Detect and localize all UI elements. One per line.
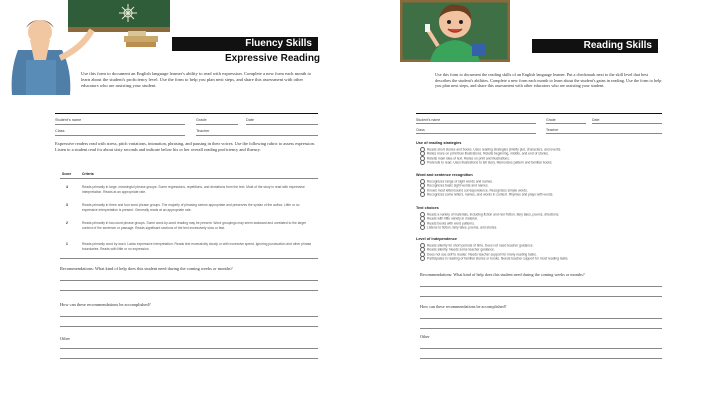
left-page bbox=[0, 0, 340, 414]
grade-label: Grade bbox=[546, 118, 556, 122]
checklist-item-label: Listens to fiction, fairy tales, poems, and stories. bbox=[427, 225, 498, 230]
date-field[interactable] bbox=[592, 123, 662, 124]
student-name-field[interactable] bbox=[55, 124, 185, 125]
checklist-item-label: Recognizes some letters, names, and words in context. Rhymes and plays with words. bbox=[427, 192, 554, 197]
checklist-item-label: Relies more on print than illustrations. Retells beginning, middle, and end of stories. bbox=[427, 151, 549, 156]
header-rule bbox=[55, 113, 318, 114]
answer-line[interactable] bbox=[60, 348, 318, 349]
answer-line[interactable] bbox=[420, 318, 662, 319]
checkbox[interactable] bbox=[420, 192, 425, 197]
rubric-criteria: Reads primarily in two-word phrase groups. Some word-by-word reading may be present. Word groupings may seem awkward and unrelated to the larger context of the sentence or passage. Reads significant sections of the text excessively slow or fast. bbox=[82, 221, 307, 230]
answer-line[interactable] bbox=[60, 280, 318, 281]
teacher-field[interactable] bbox=[546, 133, 662, 134]
checklist-item-label: Knows most letter/sound correspondence. Recognizes simple words. bbox=[427, 188, 528, 193]
page-subtitle: Expressive Reading bbox=[225, 53, 321, 64]
checklist-item-label: Reads short stories and books. Uses reading strategies (briefly plot, characters, and events. bbox=[427, 146, 562, 151]
checklist-item bbox=[420, 225, 660, 230]
checklist-item-label: Participates in reading of familiar stories or books. Needs teacher support for most reading tasks. bbox=[427, 256, 569, 261]
section-title: Word and sentence recognition bbox=[416, 173, 473, 177]
date-field[interactable] bbox=[246, 124, 318, 125]
student-name-label: Student's name bbox=[55, 118, 82, 122]
checkbox[interactable] bbox=[420, 225, 425, 230]
criteria-header: Criteria bbox=[82, 172, 94, 176]
rubric-criteria: Reads primarily word by word. Lacks expressive interpretation. Reads text excessively slowly or with excessive speed, ignoring punctuation and other phrase boundaries. Reads with little or no expression. bbox=[82, 242, 312, 251]
rubric-score: 3 bbox=[66, 203, 68, 207]
teacher-label: Teacher bbox=[196, 129, 210, 133]
teacher-label: Teacher bbox=[546, 128, 559, 132]
recommendations-question: Recommendations: What kind of help does this student need during the coming weeks or months? bbox=[420, 272, 585, 277]
section-title: Level of independence bbox=[416, 237, 457, 241]
checkbox[interactable] bbox=[420, 160, 425, 165]
rubric-criteria: Reads primarily in large, meaningful phrase groups. Some regressions, repetitions, and deviations from the text. Most of the story is read with expressive interpretation. Reads at an appropriate rate. bbox=[82, 185, 305, 194]
grade-field[interactable] bbox=[196, 124, 238, 125]
class-field[interactable] bbox=[55, 135, 185, 136]
rubric-criteria: Reads primarily in three and four word phrase groups. The majority of phrasing seems appropriate and preserves the syntax of the author. Little or no expressive interpretation is present. Generally reads at an appropriate rate. bbox=[82, 203, 300, 212]
student-chalkboard-illustration bbox=[400, 0, 510, 62]
rubric-score: 4 bbox=[66, 185, 68, 189]
checklist-item-label: Retells main idea of text. Relies on print and illustrations. bbox=[427, 156, 510, 161]
checklist-item bbox=[420, 160, 660, 165]
recommendations-question: Recommendations: What kind of help does this student need during the coming weeks or months? bbox=[60, 266, 233, 271]
rubric-score: 2 bbox=[66, 221, 68, 225]
checklist-item-label: Reads with little variety in material. bbox=[427, 216, 478, 221]
page-banner: Reading Skills bbox=[532, 39, 658, 53]
checklist-item-label: Reads a variety of materials, including fiction and non-fiction, fairy tales, poems, directions. bbox=[427, 211, 560, 216]
checklist-item-label: Recognizes range of sight words and names. bbox=[427, 178, 493, 183]
checklist-item bbox=[420, 256, 660, 261]
student-name-label: Student's name bbox=[416, 118, 441, 122]
rubric-score: 1 bbox=[66, 242, 68, 246]
intro-paragraph: Use this form to document an English language learner's ability to read with expression. Complete a new form each month to learn about the student's proficiency level. Use the form to help you plan next steps, and share this assessment with other educators who are assisting your student. bbox=[81, 71, 312, 89]
answer-line[interactable] bbox=[60, 290, 318, 291]
answer-line[interactable] bbox=[60, 358, 318, 359]
class-field[interactable] bbox=[416, 133, 536, 134]
checklist-item-label: Does not use self to reader. Needs teacher support for many reading tasks. bbox=[427, 252, 537, 257]
rubric-description: Expressive readers read with stress, pitch variations, intonation, phrasing, and pausing in their voices. Use the following rubric to assess expression. Listen to a student read for about sixty seconds and indicate below his or her overall reading proficiency and fluency. bbox=[55, 141, 315, 152]
grade-label: Grade bbox=[196, 118, 207, 122]
class-label: Class bbox=[416, 128, 425, 132]
checklist-item-label: Reads silently. Needs some teacher guidance. bbox=[427, 247, 495, 252]
checklist-item-label: Reads books with word patterns. bbox=[427, 221, 475, 226]
intro-paragraph: Use this form to document the reading skills of an English language learner. Put a checkmark next to the skill level that best describes the student's abilities. Complete a new form each month to learn about the student's gains in reading. Use the form to help you plan next steps, and share this assessment with other educators who are assisting your student. bbox=[435, 72, 662, 89]
answer-line[interactable] bbox=[60, 326, 318, 327]
header-rule bbox=[416, 113, 662, 114]
section-title: Use of reading strategies bbox=[416, 141, 462, 145]
other-label: Other bbox=[420, 334, 430, 339]
accomplish-question: How can these recommendations be accomplished? bbox=[60, 302, 151, 307]
teacher-field[interactable] bbox=[196, 135, 318, 136]
answer-line[interactable] bbox=[420, 358, 662, 359]
rubric-header-rule bbox=[60, 178, 318, 179]
checklist-item bbox=[420, 192, 660, 197]
answer-line[interactable] bbox=[420, 296, 662, 297]
page-gutter bbox=[340, 0, 380, 414]
section-title: Text choices bbox=[416, 206, 439, 210]
rubric-bottom-rule bbox=[60, 258, 318, 259]
checklist-item-label: Pretends to read. Uses illustrations to tell story. Memorizes pattern and familiar books. bbox=[427, 160, 553, 165]
other-label: Other bbox=[60, 336, 70, 341]
date-label: Date bbox=[592, 118, 600, 122]
checklist-item-label: Reads silently for short periods of time. Does not need teacher guidance. bbox=[427, 242, 534, 247]
checklist-item-label: Recognizes basic sight words and names. bbox=[427, 183, 489, 188]
grade-field[interactable] bbox=[546, 123, 586, 124]
answer-line[interactable] bbox=[60, 316, 318, 317]
class-label: Class bbox=[55, 129, 65, 133]
accomplish-question: How can these recommendations be accomplished? bbox=[420, 304, 507, 309]
student-name-field[interactable] bbox=[416, 123, 536, 124]
score-header: Score bbox=[62, 172, 72, 176]
checkbox[interactable] bbox=[420, 256, 425, 261]
date-label: Date bbox=[246, 118, 255, 122]
answer-line[interactable] bbox=[420, 286, 662, 287]
right-page bbox=[380, 0, 720, 414]
answer-line[interactable] bbox=[420, 328, 662, 329]
answer-line[interactable] bbox=[420, 348, 662, 349]
page-banner: Fluency Skills bbox=[172, 37, 318, 51]
